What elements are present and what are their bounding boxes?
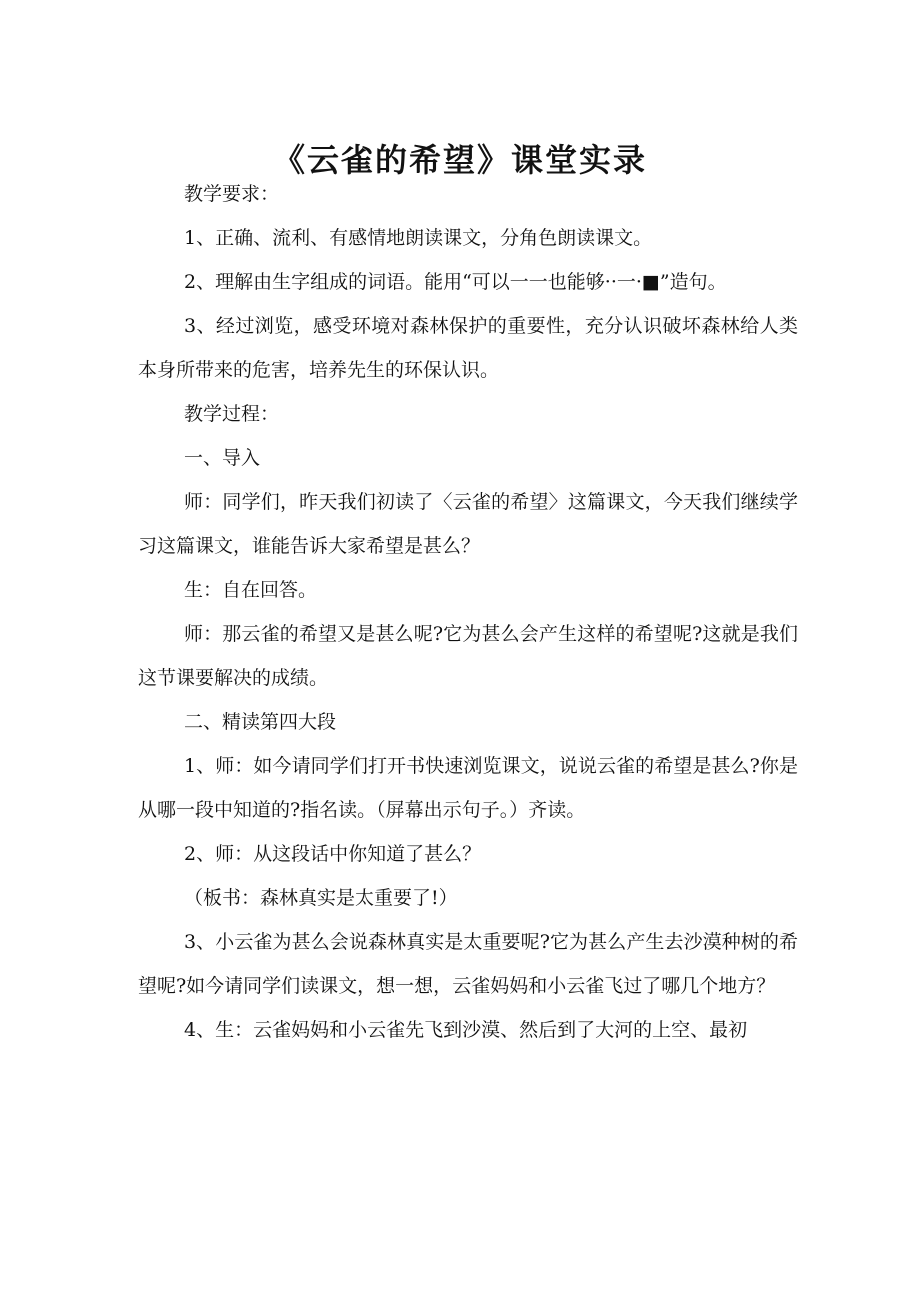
paragraph-student-answer: 生：自在回答。 bbox=[184, 579, 318, 601]
paragraph-board-note: （板书：森林真实是太重要了!） bbox=[184, 887, 458, 909]
paragraph-step-1: 1、师：如今请同学们打开书快速浏览课文，说说云雀的希望是甚么?你是从哪一段中知道的?指名读。（屏幕出示句子。）齐读。 bbox=[138, 755, 798, 821]
paragraph-step-4: 4、生：云雀妈妈和小云雀先飞到沙漠、然后到了大河的上空、最初 bbox=[184, 1019, 748, 1041]
paragraph-requirement-3: 3、经过浏览，感受环境对森林保护的重要性，充分认识破坏森林给人类本身所带来的危害，培养先生的环保认识。 bbox=[138, 315, 798, 381]
paragraph-step-3: 3、小云雀为甚么会说森林真实是太重要呢?它为甚么产生去沙漠种树的希望呢?如今请同学们读课文，想一想，云雀妈妈和小云雀飞过了哪几个地方？ bbox=[138, 931, 798, 997]
document-title: 《云雀的希望》课堂实录 bbox=[272, 141, 647, 180]
paragraph-section-introduction: 一、导入 bbox=[184, 447, 261, 469]
paragraph-teaching-requirements-heading: 教学要求： bbox=[184, 183, 280, 205]
paragraph-teacher-question: 师：那云雀的希望又是甚么呢?它为甚么会产生这样的希望呢?这就是我们这节课要解决的成绩。 bbox=[138, 623, 798, 689]
paragraph-section-close-reading: 二、精读第四大段 bbox=[184, 711, 337, 733]
paragraph-teacher-intro: 师：同学们，昨天我们初读了〈云雀的希望〉这篇课文，今天我们继续学习这篇课文，谁能告诉大家希望是甚么？ bbox=[138, 491, 798, 557]
paragraph-step-2: 2、师：从这段话中你知道了甚么？ bbox=[184, 843, 482, 865]
paragraph-requirement-1: 1、正确、流利、有感情地朗读课文，分角色朗读课文。 bbox=[184, 227, 653, 249]
document-body bbox=[138, 172, 798, 1052]
paragraph-teaching-process-heading: 教学过程： bbox=[184, 403, 280, 425]
paragraph-requirement-2: 2、理解由生字组成的词语。能用“可以一一也能够··一·■”造句。 bbox=[184, 271, 727, 293]
